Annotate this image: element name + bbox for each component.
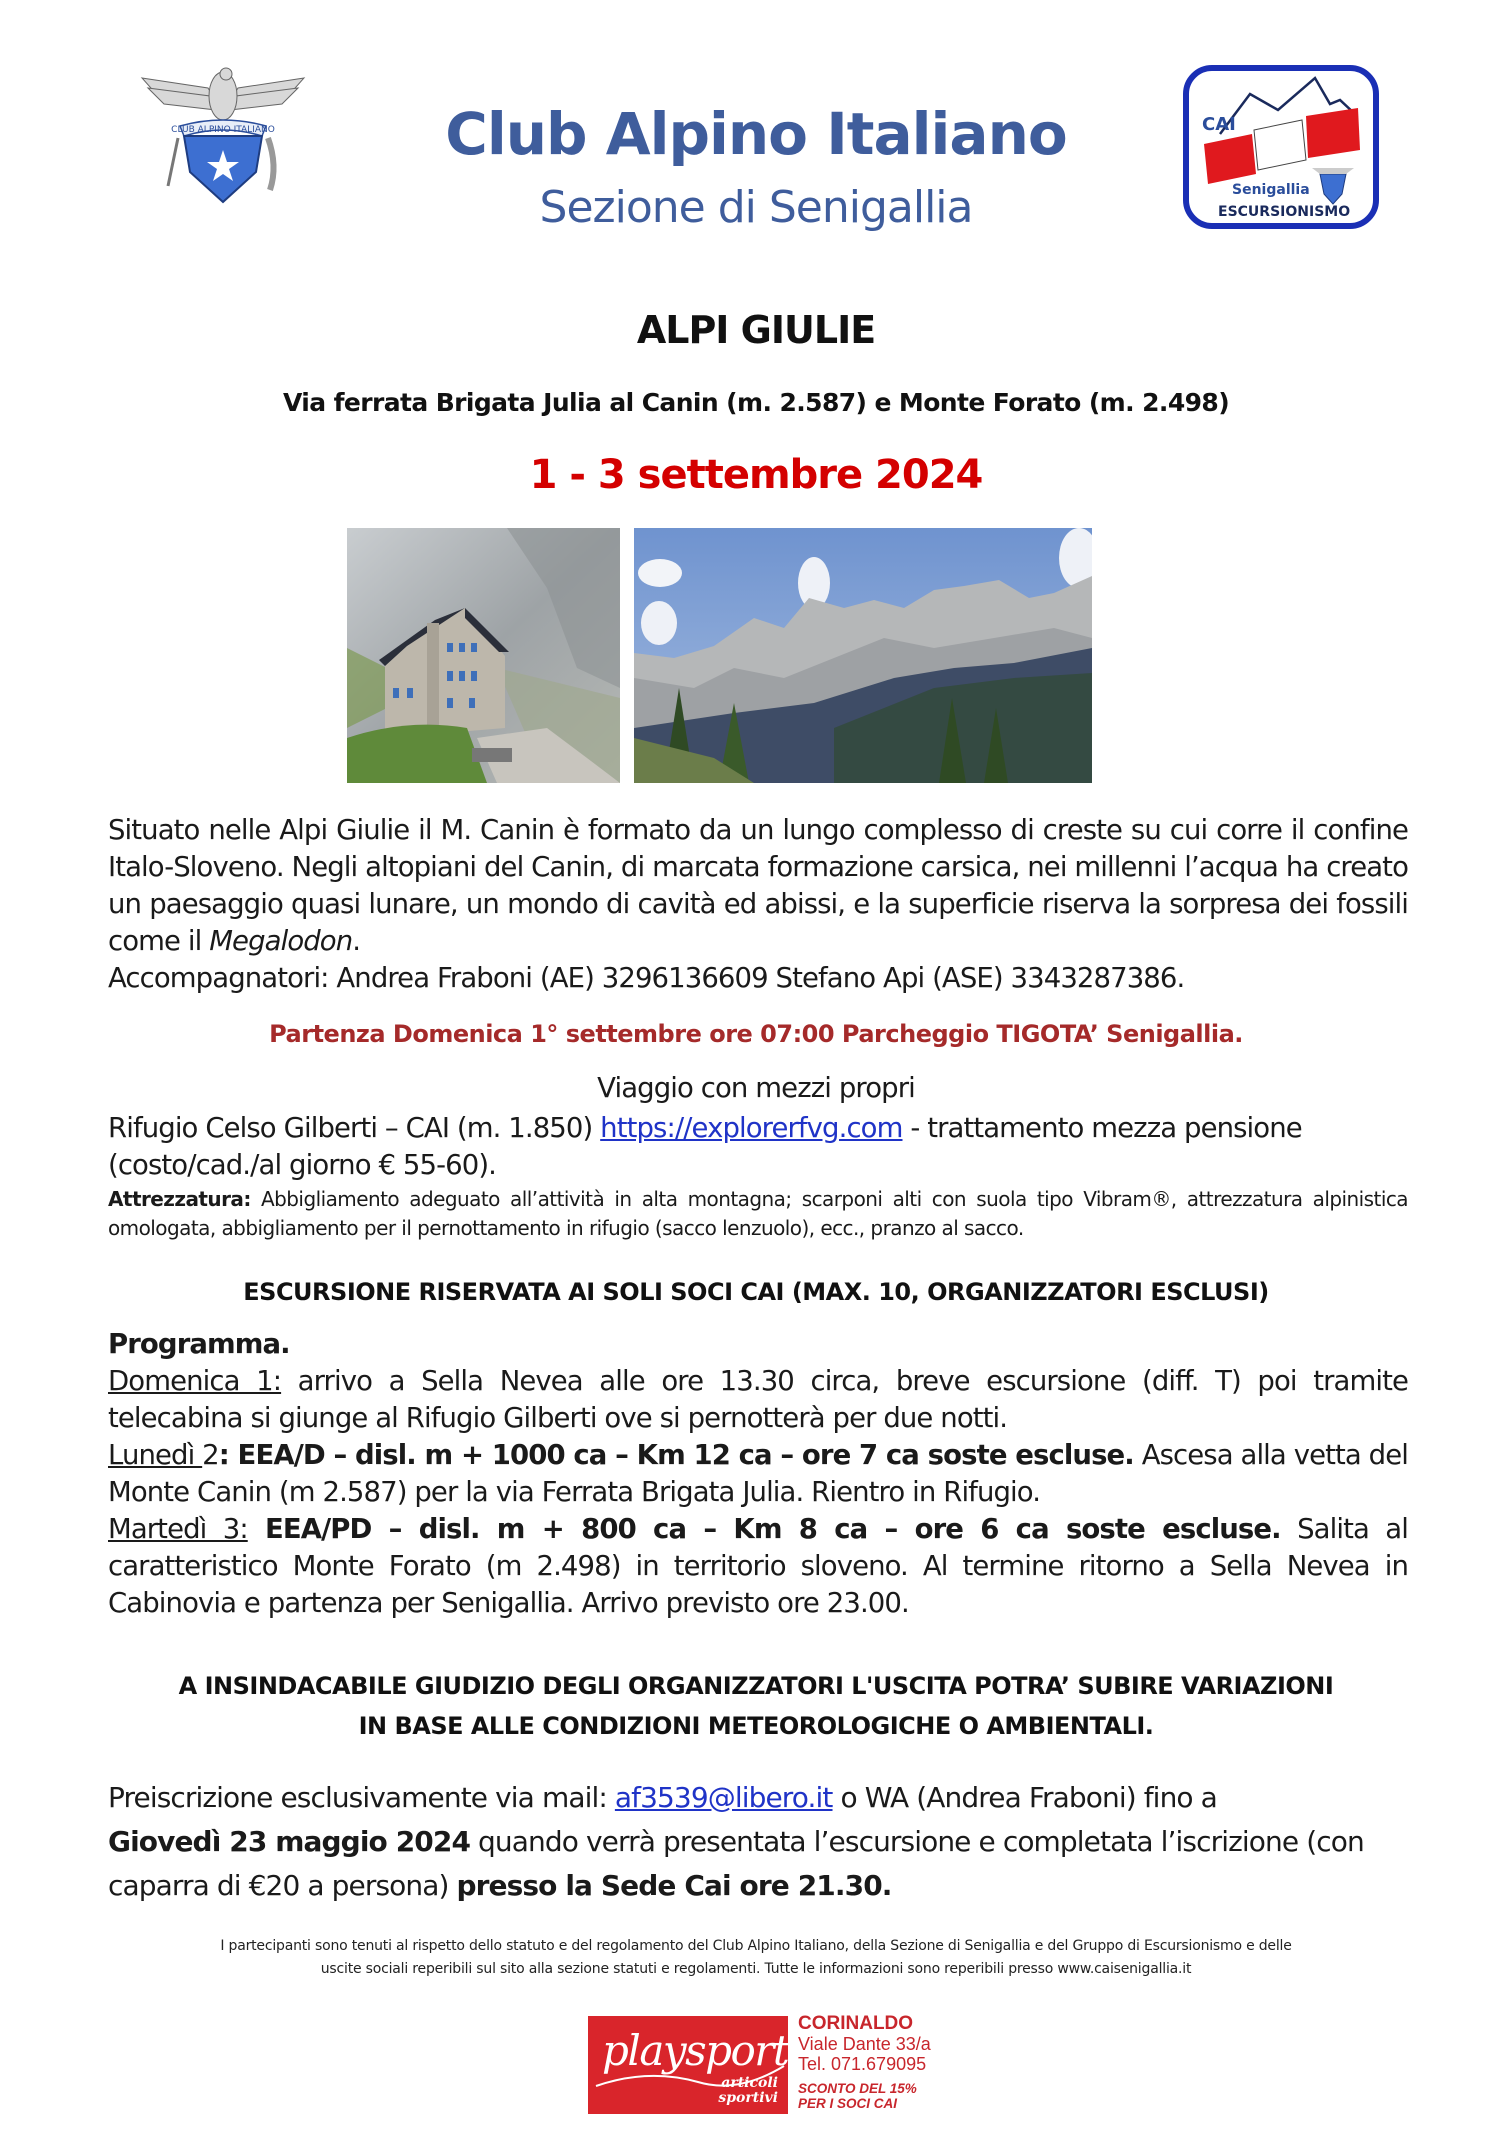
sponsor-discount-1: SCONTO DEL 15% <box>798 2081 917 2096</box>
region-heading: ALPI GIULIE <box>636 308 876 352</box>
rifugio-link[interactable]: https://explorerfvg.com <box>600 1112 903 1144</box>
sponsor-address: Viale Dante 33/a <box>798 2034 931 2054</box>
day-details: EEA/PD – disl. m + 800 ca – Km 8 ca – ore 6 ca soste escluse. <box>247 1513 1281 1545</box>
rifugio-info <box>108 1110 1408 1184</box>
attrezzatura-info <box>108 1185 1408 1243</box>
rifugio-prefix: Rifugio Celso Gilberti – CAI (m. 1.850) <box>108 1112 601 1144</box>
programma-day <box>108 1511 1408 1622</box>
day-text: arrivo a Sella Nevea alle ore 13.30 circa, breve escursione (diff. T) poi tramite telecabina si giunge al Rifugio Gilberti ove si pernotterà per due notti. <box>108 1365 1408 1434</box>
footer-line-1: I partecipanti sono tenuti al rispetto dello statuto e del regolamento del Club Alpino Italiano, della Sezione di Senigallia e del Gruppo di Escursionismo e delle <box>220 1938 1292 1954</box>
programma-section <box>108 1326 1408 1622</box>
escursionismo-logo <box>1180 64 1382 232</box>
programma-day <box>108 1363 1408 1437</box>
programma-title: Programma. <box>108 1328 290 1360</box>
section-subtitle: Sezione di Senigallia <box>539 182 973 233</box>
riservata-notice: ESCURSIONE RISERVATA AI SOLI SOCI CAI (MAX. 10, ORGANIZZATORI ESCLUSI) <box>243 1278 1269 1306</box>
page-title: Club Alpino Italiano <box>445 100 1067 168</box>
programma-day <box>108 1437 1408 1511</box>
esc-logo-group: ESCURSIONISMO <box>1218 204 1351 220</box>
email-link[interactable]: af3539@libero.it <box>614 1781 833 1814</box>
avviso-line-2: IN BASE ALLE CONDIZIONI METEOROLOGICHE O AMBIENTALI. <box>358 1712 1154 1740</box>
intro-text: Situato nelle Alpi Giulie il M. Canin è formato da un lungo complesso di creste su cui corre il confine Italo-Sloveno. Negli altopiani del Canin, di marcata formazione carsica, nei millenni l’acqua ha creato un paesaggio quasi lunare, un mondo di cavità ed abissi, e la superficie riserva la sorpresa dei fossili come il <box>108 814 1408 957</box>
sponsor-logo <box>588 2016 788 2114</box>
attrezzatura-label: Attrezzatura: <box>108 1187 251 1211</box>
esc-logo-cai: CAI <box>1202 114 1236 135</box>
preiscr-mid: o WA (Andrea Fraboni) fino a <box>832 1781 1217 1814</box>
sponsor-sub-1: articoli <box>721 2075 778 2091</box>
preiscr-mid2: quando verrà presentata l’escursione e completata l’iscrizione (con caparra di €20 a persona) <box>108 1825 1364 1902</box>
day-text: Salita al caratteristico Monte Forato (m 2.498) in territorio sloveno. Al termine ritorno a Sella Nevea in Cabinovia e partenza per Senigallia. Arrivo previsto ore 23.00. <box>108 1513 1408 1619</box>
intro-italic: Megalodon <box>209 925 353 957</box>
cai-logo-text: CLUB ALPINO ITALIANO <box>171 125 275 135</box>
partenza-info: Partenza Domenica 1° settembre ore 07:00 Parcheggio TIGOTA’ Senigallia. <box>269 1020 1243 1048</box>
preiscr-date: Giovedì 23 maggio 2024 <box>108 1825 471 1858</box>
sponsor-phone: Tel. 071.679095 <box>798 2054 927 2074</box>
preiscr-end: presso la Sede Cai ore 21.30. <box>456 1869 892 1902</box>
rifugio-suffix: - trattamento mezza pensione (costo/cad./al giorno € 55-60). <box>108 1112 1302 1181</box>
monte-canin-photo <box>634 528 1092 783</box>
day-details: : EEA/D – disl. m + 1000 ca – Km 12 ca – ore 7 ca soste escluse. <box>218 1439 1134 1471</box>
sponsor-city: CORINALDO <box>798 2013 914 2034</box>
esc-logo-city: Senigallia <box>1232 182 1310 198</box>
sponsor-ad <box>588 2012 938 2122</box>
viaggio-info: Viaggio con mezzi propri <box>597 1072 915 1104</box>
sponsor-name: playsport <box>602 2026 789 2075</box>
day-label: Domenica 1: <box>108 1365 282 1397</box>
avviso-line-1: A INSINDACABILE GIUDIZIO DEGLI ORGANIZZATORI L'USCITA POTRA’ SUBIRE VARIAZIONI <box>178 1672 1334 1700</box>
day-label-number: 2 <box>202 1439 219 1471</box>
attrezzatura-text: Abbigliamento adeguato all’attività in alta montagna; scarponi alti con suola tipo Vibram®, attrezzatura alpinistica omologata, abbigliamento per il pernottamento in rifugio (sacco lenzuolo), ecc., pranzo al sacco. <box>108 1187 1408 1240</box>
intro-paragraph <box>108 812 1408 960</box>
event-dates: 1 - 3 settembre 2024 <box>529 452 983 498</box>
day-text: Ascesa alla vetta del Monte Canin (m 2.587) per la via Ferrata Brigata Julia. Rientro in Rifugio. <box>108 1439 1408 1508</box>
sponsor-sub-2: sportivi <box>718 2090 778 2106</box>
rifugio-photo <box>347 528 620 783</box>
day-label: Lunedì <box>108 1439 203 1471</box>
preiscrizione-info <box>108 1776 1408 1908</box>
day-label: Martedì 3: <box>108 1513 248 1545</box>
preiscr-prefix: Preiscrizione esclusivamente via mail: <box>108 1781 615 1814</box>
route-heading: Via ferrata Brigata Julia al Canin (m. 2.587) e Monte Forato (m. 2.498) <box>282 388 1230 417</box>
sponsor-discount-2: PER I SOCI CAI <box>798 2096 898 2111</box>
intro-text-end: . <box>352 925 361 957</box>
accompagnatori: Accompagnatori: Andrea Fraboni (AE) 3296136609 Stefano Api (ASE) 3343287386. <box>108 962 1185 994</box>
footer-line-2: uscite sociali reperibili sul sito alla sezione statuti e regolamenti. Tutte le informazioni sono reperibili presso www.caisenigallia.it <box>320 1961 1192 1977</box>
